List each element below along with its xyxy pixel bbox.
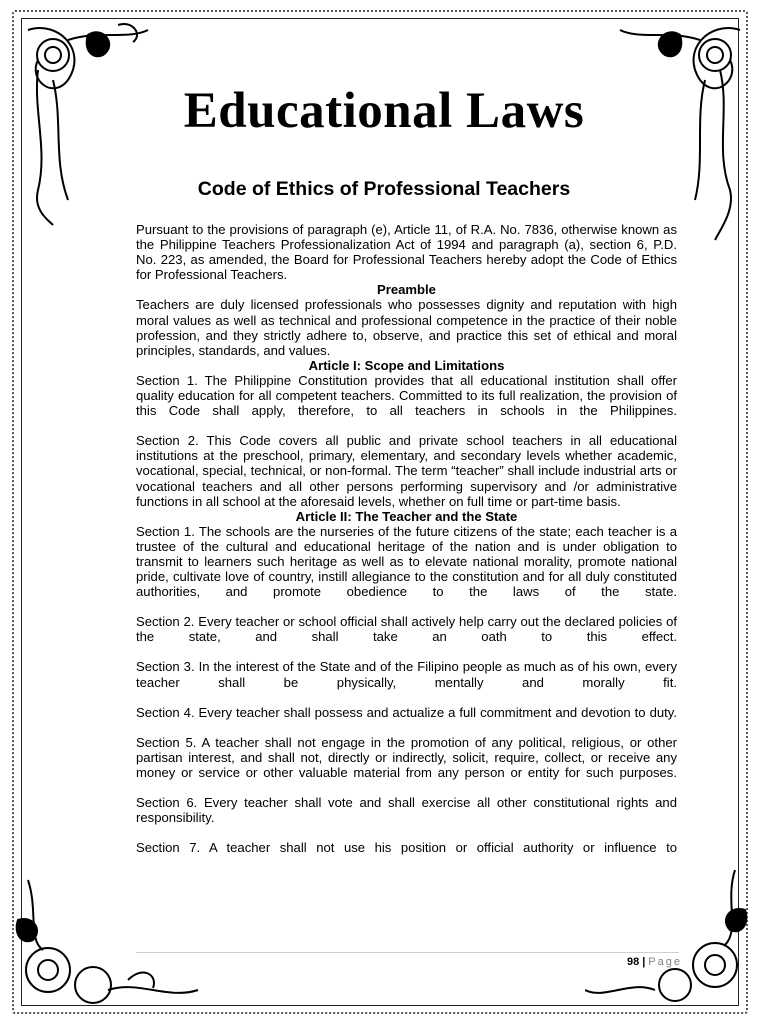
floral-ornament-bottom-left xyxy=(8,860,208,1020)
preamble-paragraph: Teachers are duly licensed professionals who possesses dignity and reputation with high moral values as well as technical and professional competence in the practice of their noble profession, and they strictly adhere to, observe, and practice this set of ethical and moral principles, standards, and values. xyxy=(136,297,677,358)
article-1-heading: Article I: Scope and Limitations xyxy=(308,357,505,373)
article-2-section-6: Section 6. Every teacher shall vote and shall exercise all other constitutional rights and responsibility. xyxy=(136,795,677,826)
page-number: 98 xyxy=(626,956,640,968)
floral-ornament-bottom-right xyxy=(585,855,760,1020)
article-2-section-1: Section 1. The schools are the nurseries of the future citizens of the state; each teacher is a trustee of the cultural and educational heritage of the nation and is under obligation to transmit to learners such heritage as well as to elevate national morality, promote national pride, cultivate love of country, instill allegiance to the constitution and for all duly constituted authorities, and promote obedience to the laws of the state. xyxy=(136,523,677,600)
article-1-section-2: Section 2. This Code covers all public and private school teachers in all educational institutions at the preschool, primary, elementary, and secondary levels whether academic, vocational, special, technical, or non-formal. The term “teacher” shall include industrial arts or vocational teachers and all other persons performing supervisory and /or administrative functions in all school at the aforesaid levels, whether on full time or part-time basis. xyxy=(136,433,677,509)
page-title: Educational Laws xyxy=(183,83,585,139)
article-2-section-7: Section 7. A teacher shall not use his position or official authority or influence to xyxy=(136,840,677,856)
document-body xyxy=(136,222,677,855)
footer-divider xyxy=(136,952,679,953)
article-2-section-3: Section 3. In the interest of the State and of the Filipino people as much as of his own, every teacher shall be physically, mentally and morally fit. xyxy=(136,659,677,690)
document-subtitle: Code of Ethics of Professional Teachers xyxy=(197,178,571,200)
article-2-section-5: Section 5. A teacher shall not engage in the promotion of any political, religious, or other partisan interest, and shall not, directly or indirectly, solicit, require, collect, or receive any money or service or other valuable material from any person or entity for such purposes. xyxy=(136,734,677,780)
page-footer xyxy=(627,956,682,968)
preamble-heading: Preamble xyxy=(377,282,436,298)
article-2-section-4: Section 4. Every teacher shall possess and actualize a full commitment and devotion to duty. xyxy=(136,704,677,720)
article-2-section-2: Section 2. Every teacher or school official shall actively help carry out the declared policies of the state, and shall take an oath to this effect. xyxy=(136,614,677,645)
article-1-section-1: Section 1. The Philippine Constitution provides that all educational institution shall offer quality education for all competent teachers. Committed to its full realization, the provision of this Code shall apply, therefore, to all teachers in schools in the Philippines. xyxy=(136,372,677,419)
page-label: Page xyxy=(648,956,682,968)
article-2-heading: Article II: The Teacher and the State xyxy=(295,508,518,524)
intro-paragraph: Pursuant to the provisions of paragraph (e), Article 11, of R.A. No. 7836, otherwise known as the Philippine Teachers Professionalization Act of 1994 and paragraph (a), section 6, P.D. No. 223, as amended, the Board for Professional Teachers hereby adopt the Code of Ethics for Professional Teachers. xyxy=(136,222,677,283)
footer-separator: | xyxy=(642,956,646,968)
